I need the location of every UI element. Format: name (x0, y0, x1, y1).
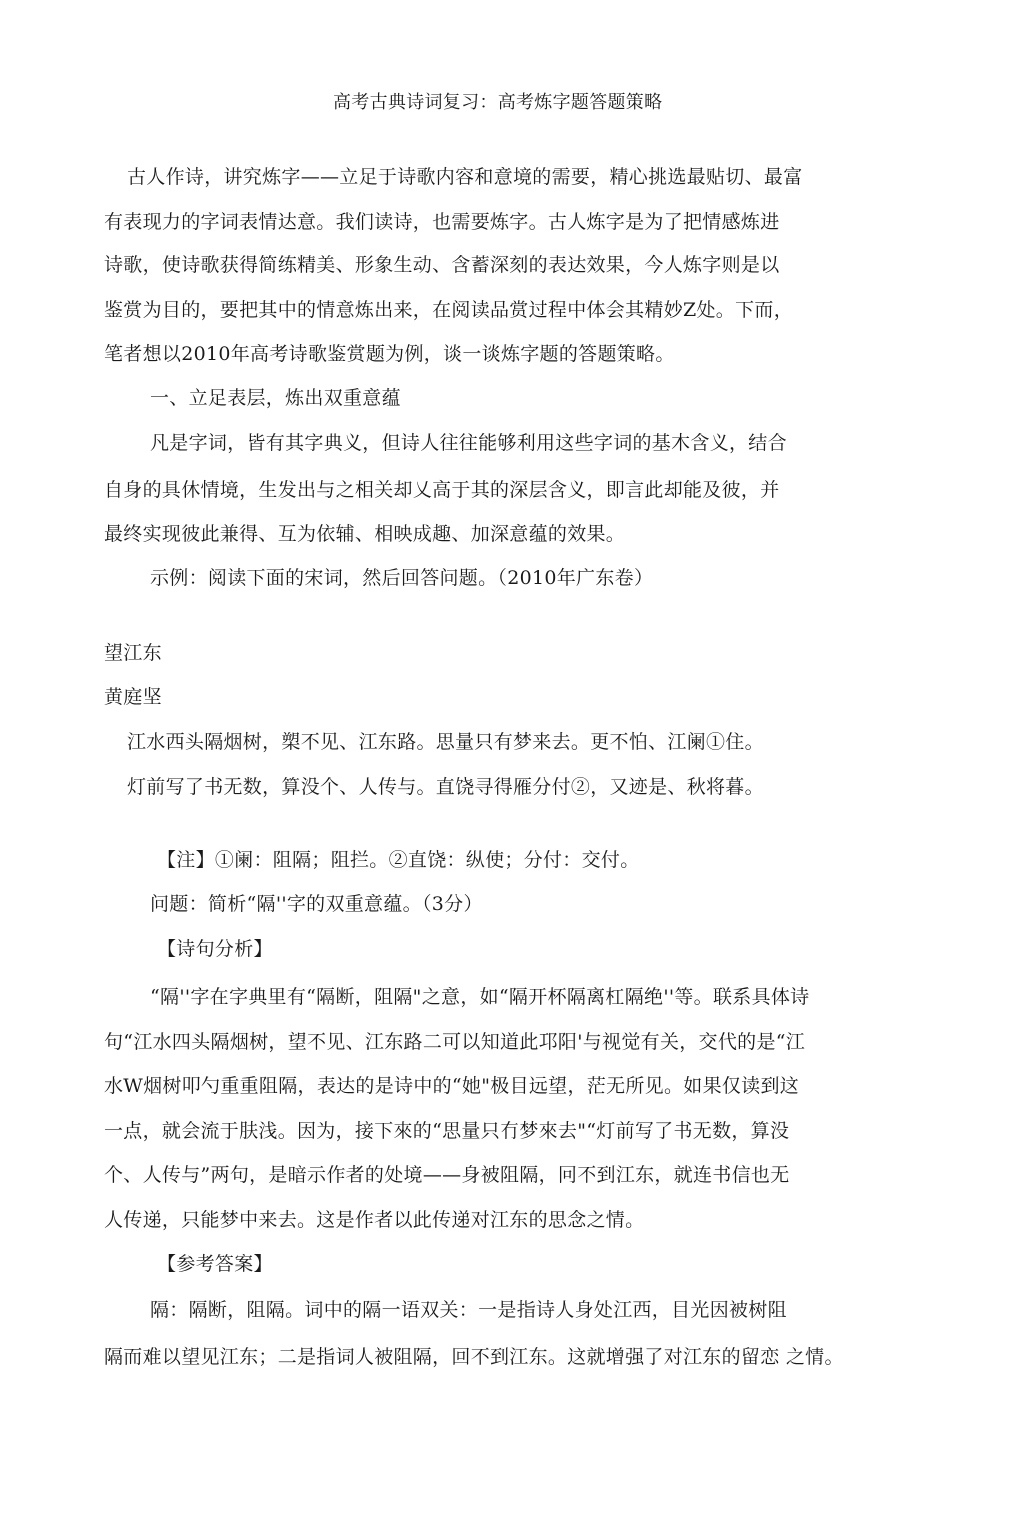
poem-author: 黄庭坚 (104, 686, 162, 708)
example-intro: 示例：阅读下面的宋词，然后回答问题。（2010年广东卷） (150, 567, 654, 589)
intro-line-5: 笔者想以2010年高考诗歌鉴赏题为例，谈一谈炼字题的答题策略。 (104, 343, 675, 365)
analysis-line-1: “隔''字在字典里有“隔断，阻隔"之意，如“隔开杯隔离杠隔绝''等。联系具体诗 (150, 986, 810, 1008)
poem-note: 【注】①阑：阻隔；阻拦。②直饶：纵使；分付：交付。 (157, 849, 640, 871)
analysis-line-4: 一点，就会流于肤浅。因为，接下來的“思量只冇梦來去"“灯前写了书无数，算没 (104, 1120, 790, 1142)
section-body-line-1: 凡是字词，皆有其字典义，但诗人往往能够利用这些字词的基木含义，结合 (150, 432, 787, 454)
poem-line-2: 灯前写了书无数，算没个、人传与。直饶寻得雁分付②，又迹是、秋将暮。 (127, 776, 764, 798)
intro-line-1: 古人作诗，讲究炼字——立足于诗歌内容和意境的需要，精心挑选最贴切、最富 (127, 166, 803, 188)
analysis-line-6: 人传递，只能梦中来去。这是作者以此传递对江东的思念之情。 (104, 1209, 645, 1231)
analysis-line-3: 水W烟树叩勺重重阻隔，表达的是诗中的“她"极目远望，茫无所见。如果仅读到这 (104, 1075, 800, 1097)
section-body-line-3: 最终实现彼此兼得、互为依辅、相映成趣、加深意蕴的效果。 (104, 523, 626, 545)
analysis-heading: 【诗句分析】 (157, 938, 273, 960)
answer-line-1: 隔：隔断，阻隔。词中的隔一语双关：一是指诗人身处江西，目光因被树阻 (150, 1299, 787, 1321)
answer-line-2: 隔而难以望见江东；二是指词人被阻隔，回不到江东。这就增强了对江东的留恋 之情。 (104, 1346, 844, 1368)
answer-heading: 【参考答案】 (157, 1253, 273, 1275)
analysis-line-2: 句“江水四头隔烟树，望不见、江东路二可以知道此邛阳'与视觉有关，交代的是“江 (104, 1031, 806, 1053)
document-title: 高考古典诗词复习：高考炼字题答题策略 (333, 92, 663, 113)
analysis-line-5: 个、人传与”两句，是暗示作者的处境——身被阻隔，冋不到江东，就连书信也无 (104, 1164, 790, 1186)
intro-line-4: 鉴赏为目的，要把其中的情意炼出来，在阅读品赏过程中体会其精妙Z处。下而， (104, 299, 794, 321)
intro-line-2: 有表现力的字词表情达意。我们读诗，也需要炼字。古人炼字是为了把情感炼进 (104, 211, 780, 233)
section-heading: 一、立足表层，炼出双重意蕴 (150, 387, 401, 409)
question: 问题：简析“隔''字的双重意蕴。（3分） (150, 893, 483, 915)
section-body-line-2: 自身的具休情境，生发出与之相关却乂高于其的深层含义，即言此却能及彼，并 (104, 479, 780, 501)
poem-title: 望江东 (104, 642, 162, 664)
poem-line-1: 江水西头隔烟树，槊不见、江东路。思量只有梦来去。更不怕、江阑①住。 (127, 731, 764, 753)
intro-line-3: 诗歌，使诗歌获得简练精美、形象生动、含蓄深刻的表达效果，今人炼字则是以 (104, 254, 780, 276)
